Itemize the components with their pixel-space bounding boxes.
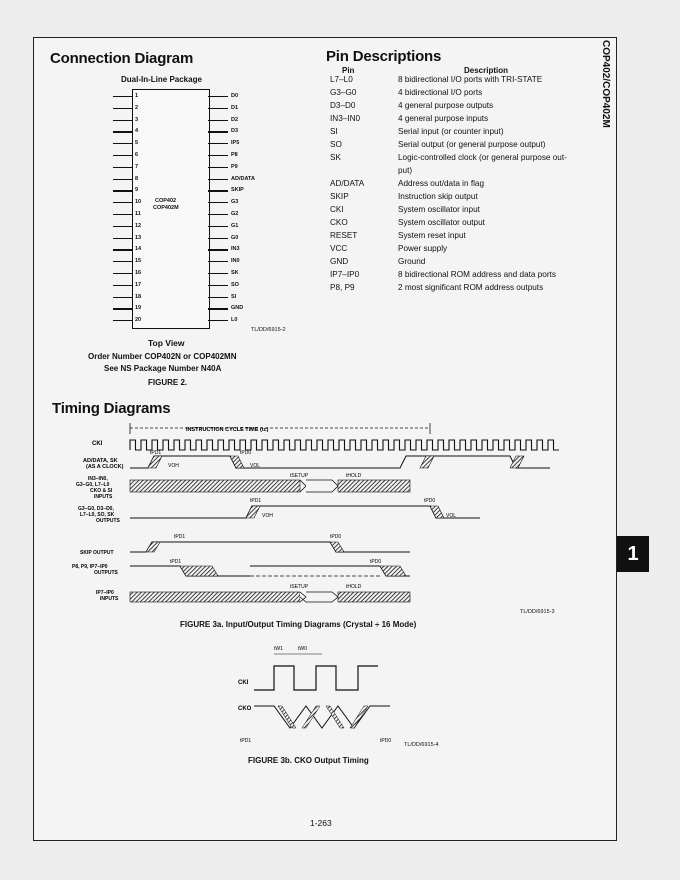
tw0-label: tW0 <box>298 646 307 652</box>
right-pin-name: G1 <box>231 222 239 229</box>
right-pin-lead <box>208 155 228 156</box>
right-pin-name: G3 <box>231 199 239 206</box>
right-pin-name: P9 <box>231 163 238 170</box>
pin-row <box>326 270 567 283</box>
p-waveform <box>130 566 410 576</box>
left-pin-number: 5 <box>135 140 139 147</box>
package-label: Dual-In-Line Package <box>121 75 202 84</box>
left-pin-number: 11 <box>135 211 141 217</box>
left-pin-lead <box>113 249 133 250</box>
right-pin-name: SI <box>231 293 237 300</box>
col-desc-header: Description <box>464 66 509 75</box>
left-pin-number: 13 <box>135 234 142 241</box>
left-pin-number: 4 <box>135 128 139 135</box>
left-pin-number: 8 <box>135 175 139 182</box>
right-pin-lead <box>208 143 228 144</box>
p-tpd1: tPD1 <box>170 559 182 565</box>
cki-label: CKI <box>92 441 103 447</box>
fig3a-code: TL/DD/6915-3 <box>520 609 555 615</box>
pin-symbol: SO <box>330 140 342 149</box>
right-pin-name: D0 <box>231 93 239 99</box>
out-vol: VOL <box>446 513 457 519</box>
pin-symbol: IP7–IP0 <box>330 270 360 279</box>
top-view-label: Top View <box>148 338 185 348</box>
pin-row <box>326 166 567 179</box>
pin-row <box>326 192 567 205</box>
pin-description: System oscillator output <box>398 218 485 227</box>
in-thold: tHOLD <box>346 473 362 479</box>
pin-row <box>326 283 567 296</box>
left-pin-lead <box>113 308 133 309</box>
right-pin-lead <box>208 297 228 298</box>
pin-row <box>326 153 567 166</box>
right-pin-lead <box>208 190 228 191</box>
pin-symbol: SK <box>330 153 341 162</box>
left-pin-lead <box>113 155 133 156</box>
pin-row <box>326 179 567 192</box>
output-waveform <box>130 506 480 518</box>
left-pin-number: 9 <box>135 187 139 194</box>
chip-label-2: COP402M <box>153 205 179 211</box>
left-pin-lead <box>113 96 133 97</box>
pin-description: System oscillator input <box>398 205 480 214</box>
right-pin-lead <box>208 238 228 239</box>
left-pin-lead <box>113 297 133 298</box>
right-pin-name: GND <box>231 305 244 312</box>
left-pin-number: 3 <box>135 116 139 123</box>
left-pin-lead <box>113 202 133 203</box>
in-label-4: INPUTS <box>94 494 113 500</box>
left-pin-lead <box>113 261 133 262</box>
left-pin-lead <box>113 214 133 215</box>
pin-symbol: SKIP <box>330 192 349 201</box>
right-pin-lead <box>208 285 228 286</box>
right-pin-lead <box>208 96 228 97</box>
left-pin-lead <box>113 131 133 132</box>
ad-voh: VOH <box>168 463 179 469</box>
fig3b-cko-label: CKO <box>238 706 252 712</box>
left-pin-number: 19 <box>135 305 142 312</box>
pin-description: Instruction skip output <box>398 192 478 201</box>
right-pin-name: D3 <box>231 128 239 135</box>
pin-description: 4 general purpose inputs <box>398 114 489 123</box>
in-label-1: IN3–IN0, <box>88 476 108 482</box>
ad-vol: VOL <box>250 463 261 469</box>
figure-3a-caption: FIGURE 3a. Input/Output Timing Diagrams (Crystal ÷ 16 Mode) <box>180 620 417 629</box>
order-number: Order Number COP402N or COP402MN <box>88 352 237 361</box>
left-pin-number: 15 <box>135 258 142 265</box>
tw1-label: tW1 <box>274 646 283 652</box>
out-voh: VOH <box>262 513 273 519</box>
right-pin-name: G0 <box>231 234 239 241</box>
cki-waveform <box>130 440 559 450</box>
left-pin-number: 16 <box>135 270 142 276</box>
pin-description: System reset input <box>398 231 466 240</box>
right-pin-name: IN3 <box>231 246 240 253</box>
pin-symbol: IN3–IN0 <box>330 114 361 123</box>
pin-description: 4 general purpose outputs <box>398 101 494 110</box>
skip-label: SKIP OUTPUT <box>80 550 114 556</box>
right-pin-name: AD/DATA <box>231 175 255 182</box>
pin-description: Address out/data in flag <box>398 179 485 188</box>
right-pin-lead <box>208 120 228 121</box>
pin-description: Logic-controlled clock (or general purpose out- <box>398 153 567 162</box>
pin-symbol: CKI <box>330 205 344 214</box>
pin-row <box>326 75 567 88</box>
pin-row <box>326 244 567 257</box>
right-pin-name: L0 <box>231 317 238 324</box>
fig3b-cko-wave <box>254 706 390 728</box>
pin-symbol <box>326 166 392 179</box>
in-label-3: CKO & SI <box>90 488 113 494</box>
page-number: 1-263 <box>310 818 332 828</box>
in-label-2: G3–G0, L7–L0 <box>76 482 110 488</box>
pin-row <box>326 127 567 140</box>
pin-descriptions-title: Pin Descriptions <box>326 48 442 65</box>
left-pin-lead <box>113 179 133 180</box>
pin-symbol: D3–D0 <box>330 101 356 110</box>
pin-description: 8 bidirectional I/O ports with TRI-STATE <box>398 75 543 84</box>
left-pin-number: 1 <box>135 93 139 99</box>
ad-tpd0: tPD0 <box>240 450 252 456</box>
in-invalid-2 <box>338 480 410 492</box>
cycle-label: INSTRUCTION CYCLE TIME (tc) <box>186 427 269 433</box>
pin-description: Serial input (or counter input) <box>398 127 504 136</box>
right-pin-lead <box>208 308 228 309</box>
left-pin-number: 10 <box>135 199 142 206</box>
left-pin-number: 2 <box>135 104 139 111</box>
right-pin-lead <box>208 261 228 262</box>
pin-row <box>326 88 567 101</box>
connection-diagram-title: Connection Diagram <box>50 50 194 67</box>
pin-symbol: L7–L0 <box>330 75 353 84</box>
timing-diagram-3b <box>230 636 430 746</box>
right-pin-lead <box>208 320 228 321</box>
left-pin-lead <box>113 320 133 321</box>
package-number: See NS Package Number N40A <box>104 364 222 373</box>
figure-3b-caption: FIGURE 3b. CKO Output Timing <box>248 756 369 765</box>
pin-row <box>326 140 567 153</box>
fig2-code: TL/DD/6915-2 <box>251 327 286 333</box>
right-pin-name: IP5 <box>231 140 240 147</box>
right-pin-lead <box>208 179 228 180</box>
chip-label-1: COP402 <box>155 198 177 204</box>
pin-row <box>326 114 567 127</box>
ad-tpd1: tPD1 <box>150 450 162 456</box>
right-pin-lead <box>208 108 228 109</box>
timing-diagram-3a <box>50 420 570 610</box>
left-pin-lead <box>113 226 133 227</box>
pin-row <box>326 205 567 218</box>
left-pin-lead <box>113 273 133 274</box>
p-label-1: P8, P9, IP7–IP0 <box>72 564 108 570</box>
fig3b-code: TL/DD/6915-4 <box>404 742 439 748</box>
out-label-1: G3–G0, D3–D0, <box>78 506 114 512</box>
fig3b-tpd0: tPD0 <box>380 738 392 744</box>
right-pin-name: D2 <box>231 116 239 123</box>
left-pin-lead <box>113 120 133 121</box>
right-pin-lead <box>208 131 228 132</box>
pin-symbol: G3–G0 <box>330 88 357 97</box>
right-pin-lead <box>208 202 228 203</box>
fig3b-tpd1: tPD1 <box>240 738 252 744</box>
pin-description: Serial output (or general purpose output) <box>398 140 546 149</box>
out-tpd1: tPD1 <box>250 498 262 504</box>
skip-waveform <box>130 542 410 552</box>
left-pin-number: 6 <box>135 152 139 158</box>
side-title: COP402/COP402M <box>600 40 611 128</box>
left-pin-number: 14 <box>135 246 142 253</box>
left-pin-lead <box>113 143 133 144</box>
left-pin-number: 20 <box>135 317 142 324</box>
in-tsetup: tSETUP <box>290 473 309 479</box>
right-pin-name: SKIP <box>231 187 244 194</box>
pin-symbol: CKO <box>330 218 348 227</box>
in-invalid-1 <box>130 480 300 492</box>
pin-row <box>326 257 567 270</box>
left-pin-number: 12 <box>135 222 142 229</box>
ad-label-1: AD/DATA, SK <box>83 458 118 464</box>
col-pin-header: Pin <box>342 66 355 75</box>
pin-description: 2 most significant ROM address outputs <box>398 283 544 292</box>
right-pin-lead <box>208 273 228 274</box>
pin-symbol: AD/DATA <box>330 179 365 188</box>
left-pin-number: 17 <box>135 281 142 288</box>
right-pin-lead <box>208 167 228 168</box>
out-label-2: L7–L0, SO, SK <box>80 512 115 518</box>
right-pin-name: P8 <box>231 152 238 158</box>
pin-description: Ground <box>398 257 426 266</box>
pin-symbol: P8, P9 <box>330 283 355 292</box>
left-pin-number: 18 <box>135 293 142 300</box>
timing-diagrams-title: Timing Diagrams <box>52 400 171 417</box>
right-pin-lead <box>208 226 228 227</box>
pin-symbol: SI <box>330 127 338 136</box>
section-tab: 1 <box>617 536 649 572</box>
ip-label-2: INPUTS <box>100 596 119 602</box>
ip-tsetup: tSETUP <box>290 584 309 590</box>
pin-description: 4 bidirectional I/O ports <box>398 88 483 97</box>
p-label-2: OUTPUTS <box>94 570 118 576</box>
pin-row <box>326 218 567 231</box>
out-label-3: OUTPUTS <box>96 518 120 524</box>
right-pin-name: SO <box>231 281 239 288</box>
pin-description-table <box>326 66 567 296</box>
left-pin-lead <box>113 190 133 191</box>
ip-label-1: IP7–IP0 <box>96 590 114 596</box>
right-pin-name: IN0 <box>231 258 240 265</box>
right-pin-lead <box>208 249 228 250</box>
fig3b-cki-label: CKI <box>238 680 249 686</box>
pin-description: 8 bidirectional ROM address and data ports <box>398 270 556 279</box>
right-pin-name: G2 <box>231 211 239 217</box>
pin-description: put) <box>398 166 413 175</box>
out-tpd0: tPD0 <box>424 498 436 504</box>
left-pin-lead <box>113 167 133 168</box>
ad-label-2: (AS A CLOCK) <box>86 464 124 470</box>
pin-description: Power supply <box>398 244 448 253</box>
ad-waveform <box>130 456 550 468</box>
right-pin-name: SK <box>231 270 239 276</box>
skip-tpd1: tPD1 <box>174 534 186 540</box>
skip-tpd0: tPD0 <box>330 534 342 540</box>
left-pin-lead <box>113 285 133 286</box>
ip-thold: tHOLD <box>346 584 362 590</box>
fig3b-cki-wave <box>254 666 378 690</box>
pin-row <box>326 231 567 244</box>
p-tpd0: tPD0 <box>370 559 382 565</box>
left-pin-lead <box>113 238 133 239</box>
right-pin-name: D1 <box>231 104 239 111</box>
left-pin-number: 7 <box>135 163 139 170</box>
left-pin-lead <box>113 108 133 109</box>
pin-symbol: VCC <box>330 244 348 253</box>
right-pin-lead <box>208 214 228 215</box>
pin-row <box>326 101 567 114</box>
figure-2-caption: FIGURE 2. <box>148 378 188 387</box>
pin-symbol: RESET <box>330 231 358 240</box>
pin-symbol: GND <box>330 257 349 266</box>
